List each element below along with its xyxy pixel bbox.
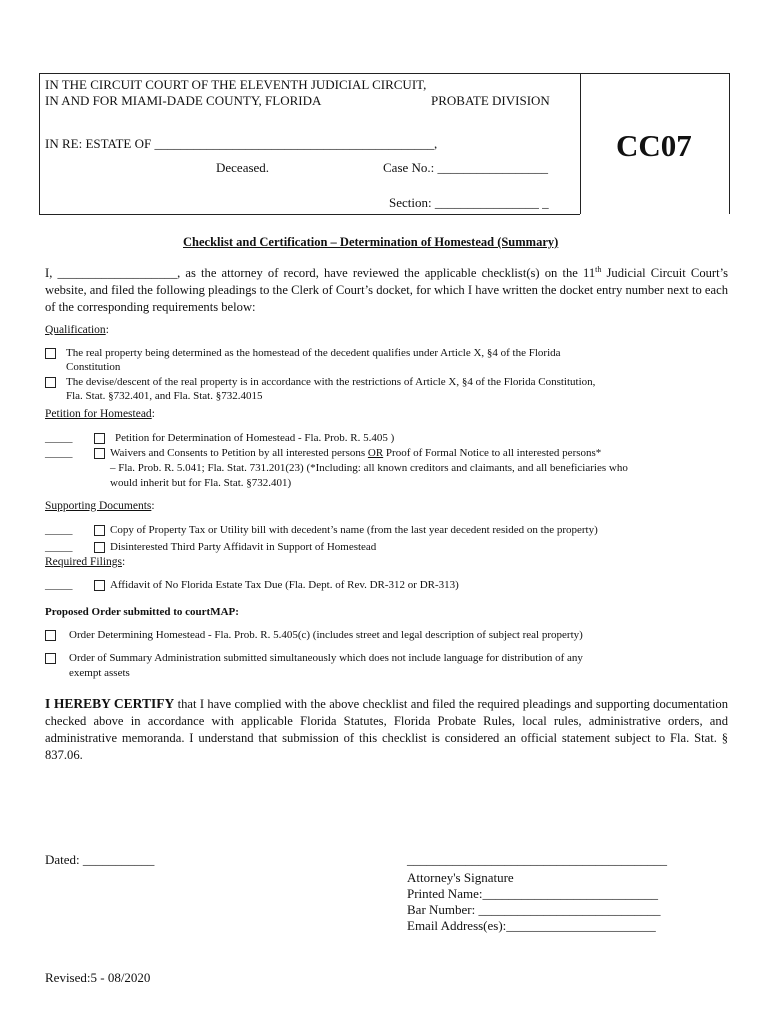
qualification-item-2-line2: Fla. Stat. §732.401, and Fla. Stat. §732.4015 [66,390,263,402]
supporting-blank-1[interactable]: _____ [45,524,73,536]
proposed-item-1: Order Determining Homestead - Fla. Prob. R. 5.405(c) (includes street and legal description of subject real property) [69,629,583,641]
petition-heading: Petition for Homestead: [45,408,155,420]
petition-blank-1[interactable]: _____ [45,432,73,444]
deceased-label: Deceased. [216,160,270,175]
supporting-item-1: Copy of Property Tax or Utility bill with decedent’s name (from the last year decedent resided on the property) [110,524,598,536]
required-checkbox-1[interactable] [94,578,105,592]
petition-item-2-line1: Waivers and Consents to Petition by all interested persons OR Proof of Formal Notice to all interested persons* [110,447,602,459]
qualification-heading: Qualification: [45,324,109,336]
section-line: Section: ________________ _ [389,195,549,210]
estate-of-line: IN RE: ESTATE OF ___________________________________________, [45,136,438,151]
probate-division: PROBATE DIVISION [431,93,550,108]
qualification-checkbox-1[interactable] [45,346,56,360]
petition-item-2-line3: would inherit but for Fla. Stat. §732.401) [110,477,292,489]
petition-blank-2[interactable]: _____ [45,447,73,459]
required-blank-1[interactable]: _____ [45,579,73,591]
supporting-blank-2[interactable]: _____ [45,541,73,553]
proposed-item-2-line2: exempt assets [69,667,130,679]
signature-label: Attorney's Signature [407,870,514,885]
petition-item-1: Petition for Determination of Homestead - Fla. Prob. R. 5.405 ) [115,432,395,444]
qualification-item-1-line1: The real property being determined as the homestead of the decedent qualifies under Article X, §4 of the Florida [66,347,561,359]
petition-checkbox-2[interactable] [94,446,105,460]
supporting-item-2: Disinterested Third Party Affidavit in Support of Homestead [110,541,377,553]
proposed-item-2-line1: Order of Summary Administration submitted simultaneously which does not include language for distribution of any [69,652,583,664]
qualification-item-1-line2: Constitution [66,361,121,373]
proposed-order-heading: Proposed Order submitted to courtMAP: [45,606,239,618]
bar-number-line[interactable]: Bar Number: ____________________________ [407,902,661,917]
intro-paragraph: I, ___________________, as the attorney of record, have reviewed the applicable checklist(s) on the 11th Judicial Circuit Court’s website, and filed the following pleadings to the Clerk of Court’s docket, for which I have written the docket entry number next to each of the corresponding requirements below: [45,265,729,315]
required-heading: Required Filings: [45,556,126,568]
supporting-heading: Supporting Documents: [45,500,155,512]
signature-line[interactable]: ________________________________________ [407,852,667,867]
form-code: CC07 [616,128,692,163]
dated-line[interactable]: Dated: ___________ [45,852,155,867]
supporting-checkbox-1[interactable] [94,523,105,537]
proposed-checkbox-1[interactable] [45,628,56,642]
court-line-1: IN THE CIRCUIT COURT OF THE ELEVENTH JUDICIAL CIRCUIT, [45,77,427,92]
case-number-line: Case No.: _________________ [383,160,549,175]
certification-paragraph: I HEREBY CERTIFY that I have complied with the above checklist and filed the required pleadings and supporting documentation checked above in accordance with applicable Florida Statutes, Florida Probate Rules, local rules, administrative orders, and administrative memoranda. I understand that submission of this checklist is considered an official statement subject to Fla. Stat. § 837.06. [45,696,728,762]
court-line-2: IN AND FOR MIAMI-DADE COUNTY, FLORIDA [45,93,322,108]
proposed-checkbox-2[interactable] [45,651,56,665]
form-title: Checklist and Certification – Determination of Homestead (Summary) [183,235,559,249]
email-address-line[interactable]: Email Address(es):_______________________ [407,918,656,933]
petition-item-2-line2: – Fla. Prob. R. 5.041; Fla. Stat. 731.201(23) (*Including: all known creditors and claimants, and all beneficiaries who [110,462,628,474]
required-item-1: Affidavit of No Florida Estate Tax Due (Fla. Dept. of Rev. DR-312 or DR-313) [110,579,459,591]
qualification-checkbox-2[interactable] [45,375,56,389]
printed-name-line[interactable]: Printed Name:___________________________ [407,886,658,901]
supporting-checkbox-2[interactable] [94,540,105,554]
revision-footer: Revised:5 - 08/2020 [45,970,151,985]
qualification-item-2-line1: The devise/descent of the real property is in accordance with the restrictions of Article X, §4 of the Florida Constitution, [66,376,596,388]
petition-checkbox-1[interactable] [94,431,105,445]
